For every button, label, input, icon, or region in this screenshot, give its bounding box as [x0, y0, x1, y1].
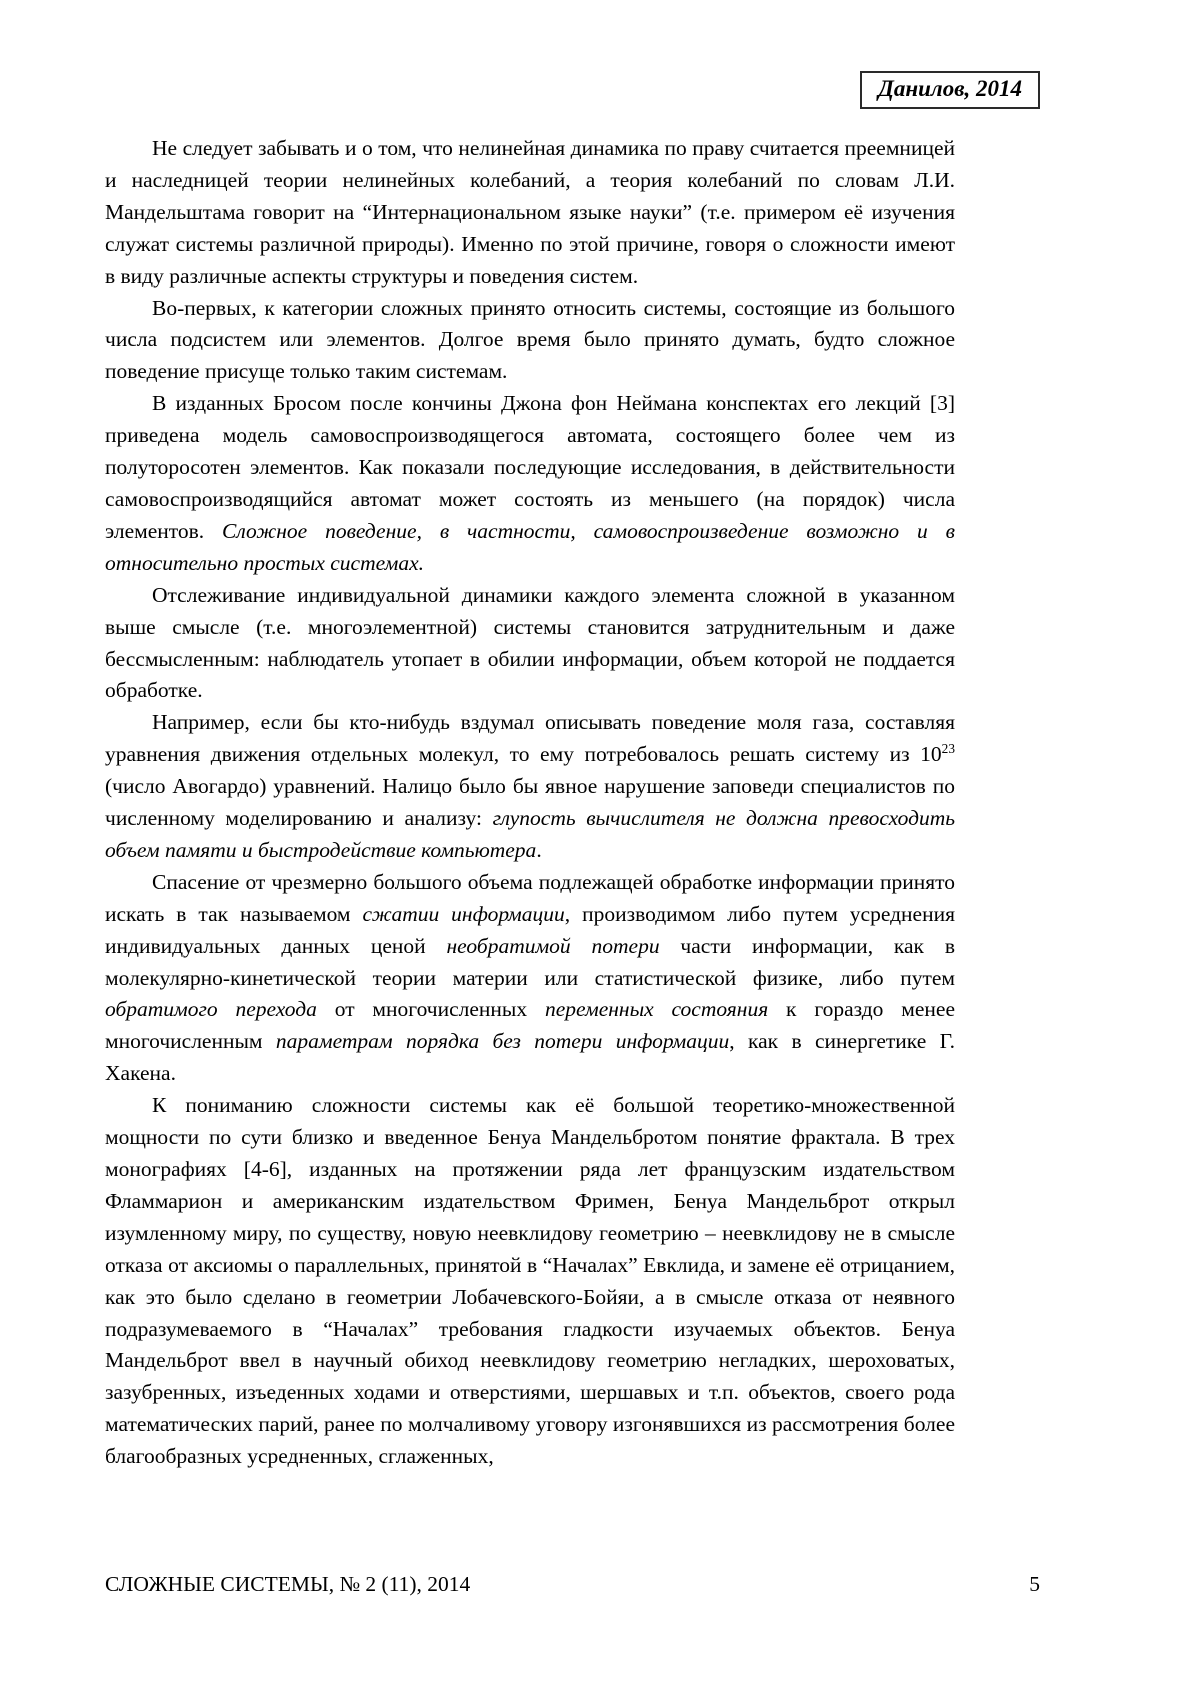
text-run: части информации, как в молекулярно-кинетической теории материи или статистической физике, либо путем — [105, 933, 955, 990]
text-run: Не следует забывать и о том, что нелинейная динамика по праву считается преемницей и наследницей теории нелинейных колебаний, а теория колебаний по словам Л.И. Мандельштама говорит на “Интернациональном языке науки” (т.е. примером её изучения служат системы различной природы). Именно по этой причине, говоря о сложности имеют в виду различные аспекты структуры и поведения систем. — [105, 136, 955, 288]
italic-run: переменных состояния — [544, 997, 769, 1022]
superscript-run: 23 — [941, 741, 955, 757]
text-run: В изданных Бросом после кончины Джона фон Неймана конспектах его лекций [3] приведена модель самовоспроизводящегося автомата, состоящего более чем из полуторосотен элементов. Как показали последующие исследования, в действительности самовоспроизводящийся автомат может состоять из меньшего (на порядок) числа элементов. — [105, 391, 955, 543]
paragraph — [105, 388, 955, 579]
journal-footer-title: СЛОЖНЫЕ СИСТЕМЫ, № 2 (11), 2014 — [105, 1572, 471, 1596]
page-footer — [105, 1570, 1040, 1598]
text-run: (число Авогардо) уравнений. Налицо было бы явное нарушение заповеди специалистов по численному моделированию и анализу: — [105, 774, 955, 831]
running-head-text: Данилов, 2014 — [878, 76, 1022, 101]
text-run: Спасение от чрезмерно большого объема подлежащей обработке информации принято искать в так называемом — [105, 869, 955, 926]
text-run: к гораздо менее многочисленным — [105, 997, 956, 1054]
paragraph — [105, 133, 955, 293]
article-body — [105, 133, 955, 1473]
paragraph — [105, 1090, 955, 1473]
paragraph — [105, 707, 955, 867]
text-run: Отслеживание индивидуальной динамики каждого элемента сложной в указанном выше смысле (т.е. многоэлементной) системы становится затруднительным и даже бессмысленным: наблюдатель утопает в обилии информации, объем которой не поддается обработке. — [105, 582, 955, 703]
paragraph — [105, 867, 955, 1090]
text-run: Например, если бы кто-нибудь вздумал описывать поведение моля газа, составляя уравнения движения отдельных молекул, то ему потребовалось решать систему из 10 — [105, 710, 955, 767]
text-run: . — [536, 837, 542, 862]
text-run: К пониманию сложности системы как её большой теоретико-множественной мощности по сути близко и введенное Бенуа Мандельбротом понятие фрактала. В трех монографиях [4-6], изданных на протяжении ряда лет французским издательством Фламмарион и американским издательством Фримен, Бенуа Мандельброт открыл изумленному миру, по существу, новую неевклидову геометрию – неевклидову не в смысле отказа от аксиомы о параллельных, принятой в “Началах” Евклида, и замене её отрицанием, как это было сделано в геометрии Лобачевского-Бойяи, а в смысле отказа от неявного подразумеваемого в “Началах” требования гладкости изучаемых объектов. Бенуа Мандельброт ввел в научный обиход неевклидову геометрию негладких, шероховатых, зазубренных, изъеденных ходами и отверстиями, шершавых и т.п. объектов, своего рода математических парий, ранее по молчаливому уговору изгонявшихся из рассмотрения более благообразных усредненных, сглаженных, — [105, 1093, 955, 1469]
paragraph — [105, 580, 955, 708]
italic-run: глупость вычислителя не должна превосходить объем памяти и быстродействие компьютера — [105, 806, 955, 862]
text-run: , как в синергетике Г. Хакена. — [105, 1029, 955, 1086]
text-run: Во-первых, к категории сложных принято относить системы, состоящие из большого числа подсистем или элементов. Долгое время было принято думать, будто сложное поведение присуще только таким системам. — [105, 295, 955, 384]
paragraph — [105, 293, 955, 389]
italic-run: параметрам порядка без потери информации — [275, 1029, 730, 1054]
italic-run: необратимой потери — [446, 933, 660, 958]
running-head-author-box — [860, 71, 1040, 109]
page-header — [105, 71, 1040, 109]
italic-run: обратимого перехода — [105, 997, 317, 1022]
text-run: , производимом либо путем усреднения индивидуальных данных ценой — [105, 901, 955, 958]
text-run: от многочисленных — [316, 997, 545, 1022]
italic-run: Сложное поведение, в частности, самовоспроизведение возможно и в относительно простых системах. — [105, 518, 955, 575]
italic-run: сжатии информации — [362, 901, 565, 926]
page-number: 5 — [1029, 1572, 1040, 1596]
